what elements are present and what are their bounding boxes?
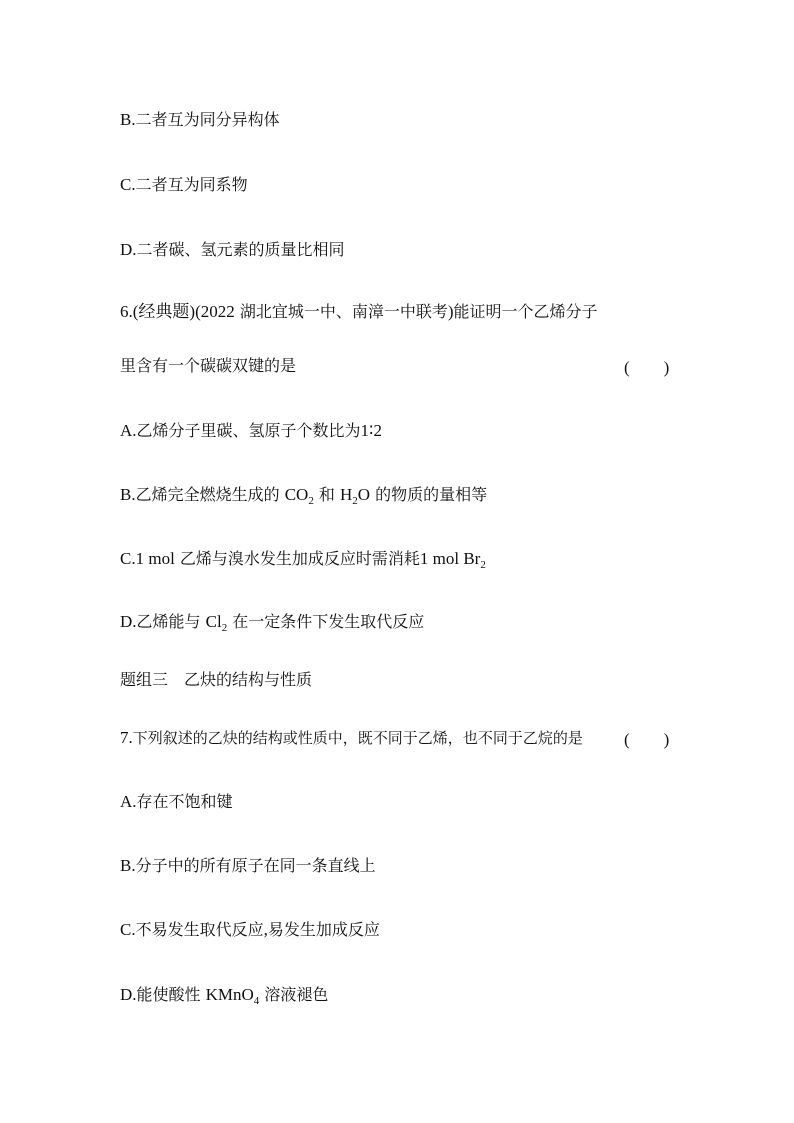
q7-option-d — [120, 985, 328, 1005]
formula-h2o-h: H — [340, 485, 353, 504]
subscript: 2 — [308, 495, 314, 507]
formula-h2o-o: O — [357, 485, 371, 504]
q6-answer-bracket — [624, 358, 669, 378]
option-text: 乙烯完全燃烧生成的 — [135, 485, 285, 504]
punctuation: ， — [447, 729, 463, 747]
option-letter: C. — [120, 920, 136, 939]
option-text: 能使酸性 — [136, 985, 206, 1004]
option-text: 二者互为同系物 — [135, 175, 248, 194]
section-title: 题组三 乙炔的结构与性质 — [120, 670, 313, 689]
formula-kmno4: KMnO — [205, 985, 254, 1004]
source-text: 湖北宜城一中、南漳一中联考 — [234, 302, 448, 321]
q5-option-d — [120, 240, 345, 260]
ratio: 1∶2 — [360, 421, 382, 440]
option-text: 分子中的所有原子在同一条直线上 — [135, 856, 376, 875]
option-letter: D. — [120, 985, 137, 1004]
option-text: 不易发生取代反应 — [135, 920, 264, 939]
subscript: 4 — [253, 995, 260, 1007]
option-text: 乙烯能与 — [136, 612, 206, 631]
option-letter: C. — [120, 175, 136, 194]
q6-option-d — [120, 612, 424, 632]
q6-option-c — [120, 549, 486, 569]
option-letter: C. — [120, 549, 136, 568]
option-text: 乙烯与溴水发生加成反应时需消耗 — [174, 549, 420, 568]
punctuation: ， — [342, 729, 358, 747]
option-text: 溶液褪色 — [259, 985, 329, 1004]
q5-option-c — [120, 175, 248, 195]
q6-stem-line-1 — [120, 302, 598, 322]
section-heading — [120, 670, 312, 690]
option-text: 的物质的量相等 — [370, 485, 488, 504]
question-stem: 也不同于乙烷的是 — [462, 729, 583, 747]
question-stem: 既不同于乙烯 — [357, 729, 448, 747]
bracket-open: ( — [624, 730, 630, 749]
question-stem: 下列叙述的乙炔的结构或性质中 — [132, 729, 343, 747]
question-number: 6. — [120, 302, 133, 321]
q6-stem-line-2 — [120, 356, 296, 376]
formula-co2: CO — [284, 485, 309, 504]
bracket-open: ( — [624, 358, 630, 377]
q7-option-c — [120, 920, 380, 940]
question-tag: (经典题) — [132, 302, 196, 321]
subscript: 2 — [352, 495, 358, 507]
q7-answer-bracket — [624, 730, 669, 750]
q7-option-b — [120, 856, 376, 876]
subscript: 2 — [221, 622, 228, 634]
option-text: 二者互为同分异构体 — [135, 110, 280, 129]
option-text: 在一定条件下发生取代反应 — [227, 612, 425, 631]
formula-br2: 1 mol Br — [419, 549, 481, 568]
source-close: ) — [447, 302, 454, 321]
subscript: 2 — [480, 559, 486, 571]
q6-option-a — [120, 421, 382, 441]
option-text: 二者碳、氢元素的质量比相同 — [136, 240, 345, 259]
option-text: 乙烯分子里碳、氢原子个数比为 — [136, 421, 361, 440]
q6-option-b — [120, 485, 487, 505]
amount: 1 mol — [135, 549, 175, 568]
option-letter: D. — [120, 240, 137, 259]
punctuation: , — [263, 920, 268, 939]
option-text: 和 — [313, 485, 340, 504]
q7-stem — [120, 728, 583, 748]
q5-option-b — [120, 110, 280, 130]
option-letter: A. — [120, 421, 137, 440]
formula-cl2: Cl — [205, 612, 222, 631]
option-text: 存在不饱和键 — [136, 792, 233, 811]
option-letter: B. — [120, 110, 136, 129]
question-number: 7. — [120, 728, 133, 747]
question-stem: 里含有一个碳碳双键的是 — [120, 356, 297, 375]
q7-option-a — [120, 792, 233, 812]
option-letter: D. — [120, 612, 137, 631]
bracket-close: ) — [663, 730, 670, 749]
bracket-close: ) — [663, 358, 670, 377]
source-year: (2022 — [195, 302, 235, 321]
option-letter: B. — [120, 856, 136, 875]
option-text: 易发生加成反应 — [267, 920, 380, 939]
option-letter: A. — [120, 792, 137, 811]
option-letter: B. — [120, 485, 136, 504]
question-stem: 能证明一个乙烯分子 — [453, 302, 598, 321]
